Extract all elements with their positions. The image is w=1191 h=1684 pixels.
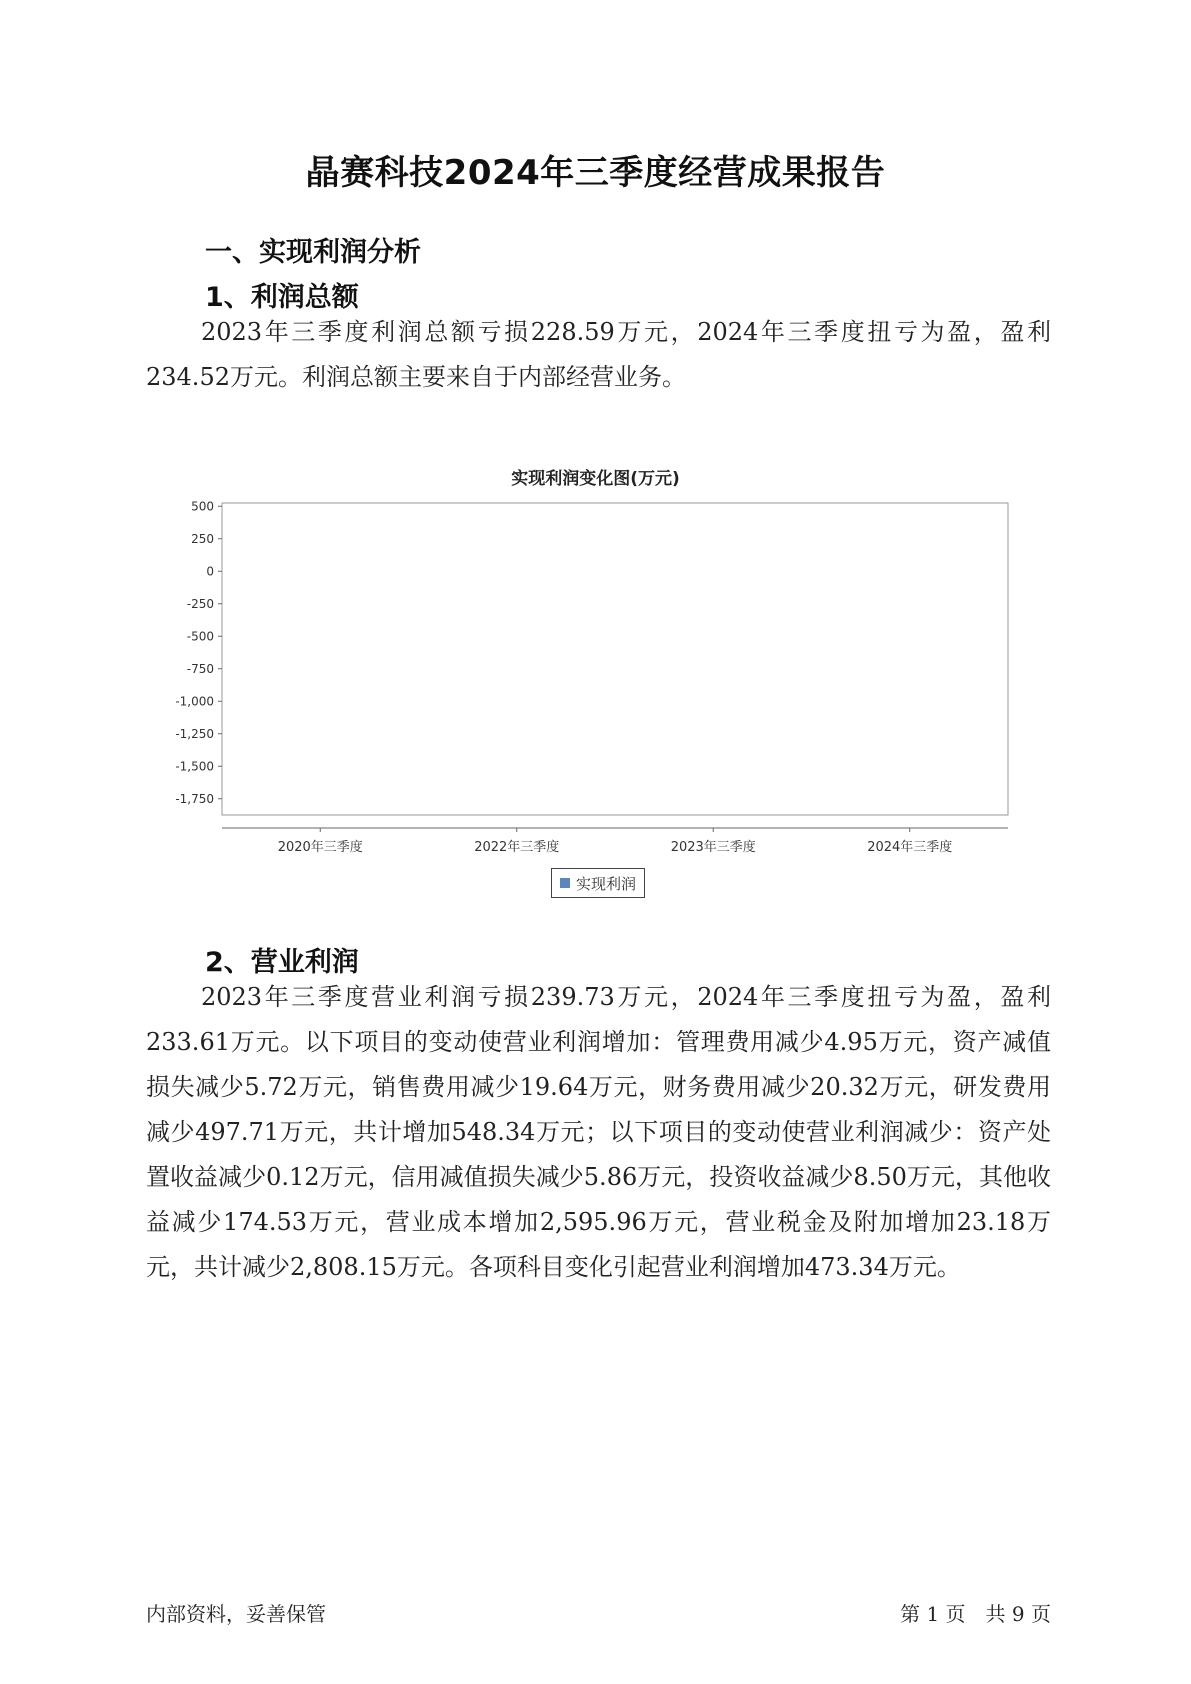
subsection-heading-operating-profit: 2、营业利润 — [205, 947, 359, 978]
chart-axes — [218, 503, 1008, 832]
total-profit-paragraph: 2023年三季度利润总额亏损228.59万元，2024年三季度扭亏为盈，盈利234.52万元。利润总额主要来自于内部经营业务。 — [146, 318, 1051, 391]
footer-page-number: 第 1 页 共 9 页 — [900, 1602, 1051, 1626]
section-heading-profit-analysis: 一、实现利润分析 — [205, 237, 421, 268]
y-tick-label: -1,000 — [175, 694, 214, 709]
y-tick-label: -750 — [186, 661, 214, 676]
chart-legend — [551, 868, 645, 898]
y-tick-label: 0 — [206, 564, 214, 579]
y-tick-label: -1,750 — [175, 791, 214, 806]
document-title: 晶赛科技2024年三季度经营成果报告 — [305, 153, 886, 193]
y-tick-label: -500 — [186, 629, 214, 644]
y-tick-label: -250 — [186, 596, 214, 611]
plot-frame — [222, 503, 1008, 815]
x-tick-label: 2020年三季度 — [277, 840, 363, 855]
footer-confidential-note: 内部资料，妥善保管 — [146, 1602, 326, 1626]
y-tick-label: 500 — [191, 499, 214, 514]
chart-title: 实现利润变化图(万元) — [511, 469, 680, 489]
operating-profit-paragraph: 2023年三季度营业利润亏损239.73万元，2024年三季度扭亏为盈，盈利233.61万元。以下项目的变动使营业利润增加：管理费用减少4.95万元，资产减值损失减少5.72万元，销售费用减少19.64万元，财务费用减少20.32万元，研发费用减少497.71万元，共计增加548.34万元；以下项目的变动使营业利润减少：资产处置收益减少0.12万元，信用减值损失减少5.86万元，投资收益减少8.50万元，其他收益减少174.53万元，营业成本增加2,595.96万元，营业税金及附加增加23.18万元，共计减少2,808.15万元。各项科目变化引起营业利润增加473.34万元。 — [146, 983, 1051, 1281]
legend-swatch-icon — [560, 878, 570, 888]
y-tick-label: 250 — [191, 531, 214, 546]
x-tick-label: 2022年三季度 — [474, 840, 560, 855]
subsection-heading-total-profit: 1、利润总额 — [205, 282, 359, 313]
y-tick-label: -1,250 — [175, 726, 214, 741]
y-tick-label: -1,500 — [175, 759, 214, 774]
x-tick-label: 2024年三季度 — [867, 840, 953, 855]
x-tick-label: 2023年三季度 — [670, 840, 756, 855]
legend-label: 实现利润 — [575, 874, 636, 893]
